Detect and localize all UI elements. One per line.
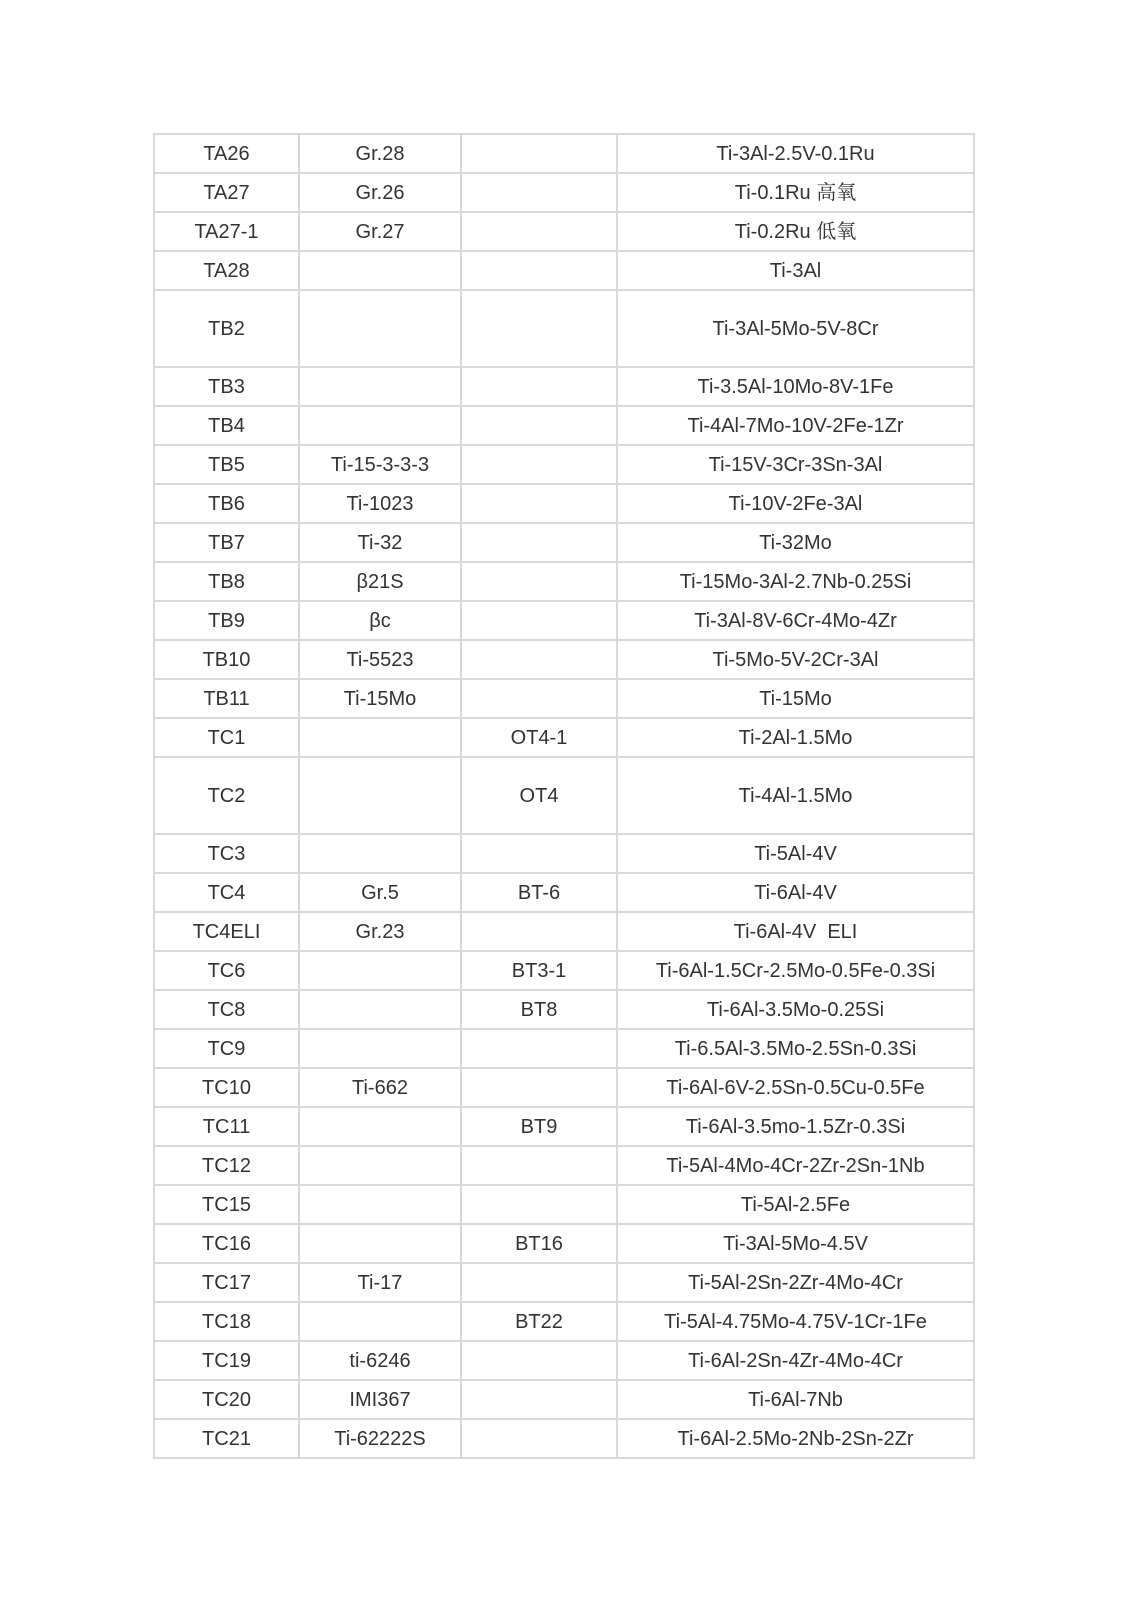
composition-cell: Ti-5Al-2Sn-2Zr-4Mo-4Cr xyxy=(617,1263,974,1302)
trade-designation-cell: Ti-15-3-3-3 xyxy=(299,445,461,484)
ru-designation-cell xyxy=(461,445,617,484)
table-row xyxy=(154,1419,974,1458)
cn-grade-cell: TA28 xyxy=(154,251,299,290)
cn-grade-cell: TB3 xyxy=(154,367,299,406)
trade-designation-cell xyxy=(299,757,461,834)
table-row xyxy=(154,212,974,251)
trade-designation-cell: Gr.23 xyxy=(299,912,461,951)
cn-grade-cell: TC4 xyxy=(154,873,299,912)
ru-designation-cell xyxy=(461,562,617,601)
table-row xyxy=(154,523,974,562)
ru-designation-cell xyxy=(461,1341,617,1380)
ru-designation-cell: BT3-1 xyxy=(461,951,617,990)
composition-cell: Ti-10V-2Fe-3Al xyxy=(617,484,974,523)
ru-designation-cell xyxy=(461,1380,617,1419)
composition-cell: Ti-3Al xyxy=(617,251,974,290)
composition-cell: Ti-5Al-4V xyxy=(617,834,974,873)
composition-cell: Ti-6Al-3.5mo-1.5Zr-0.3Si xyxy=(617,1107,974,1146)
ru-designation-cell xyxy=(461,251,617,290)
trade-designation-cell xyxy=(299,1224,461,1263)
trade-designation-cell xyxy=(299,951,461,990)
composition-cell: Ti-3Al-5Mo-4.5V xyxy=(617,1224,974,1263)
cn-grade-cell: TC18 xyxy=(154,1302,299,1341)
ru-designation-cell xyxy=(461,484,617,523)
table-row xyxy=(154,1380,974,1419)
trade-designation-cell xyxy=(299,290,461,367)
table-row xyxy=(154,1263,974,1302)
cn-grade-cell: TC10 xyxy=(154,1068,299,1107)
trade-designation-cell xyxy=(299,406,461,445)
composition-cell: Ti-0.1Ru 高氧 xyxy=(617,173,974,212)
trade-designation-cell: Gr.5 xyxy=(299,873,461,912)
table-row xyxy=(154,562,974,601)
cn-grade-cell: TB10 xyxy=(154,640,299,679)
cn-grade-cell: TC12 xyxy=(154,1146,299,1185)
composition-cell: Ti-5Al-2.5Fe xyxy=(617,1185,974,1224)
table-row xyxy=(154,251,974,290)
composition-cell: Ti-6Al-3.5Mo-0.25Si xyxy=(617,990,974,1029)
composition-cell: Ti-6Al-4V ELI xyxy=(617,912,974,951)
composition-cell: Ti-3.5Al-10Mo-8V-1Fe xyxy=(617,367,974,406)
alloy-table-body xyxy=(154,134,974,1458)
table-row xyxy=(154,1068,974,1107)
ru-designation-cell xyxy=(461,640,617,679)
composition-cell: Ti-15Mo xyxy=(617,679,974,718)
cn-grade-cell: TB9 xyxy=(154,601,299,640)
table-row xyxy=(154,990,974,1029)
composition-cell: Ti-4Al-7Mo-10V-2Fe-1Zr xyxy=(617,406,974,445)
ru-designation-cell xyxy=(461,912,617,951)
table-row xyxy=(154,1185,974,1224)
trade-designation-cell xyxy=(299,251,461,290)
composition-cell: Ti-6.5Al-3.5Mo-2.5Sn-0.3Si xyxy=(617,1029,974,1068)
table-row xyxy=(154,1341,974,1380)
composition-cell: Ti-15V-3Cr-3Sn-3Al xyxy=(617,445,974,484)
trade-designation-cell: IMI367 xyxy=(299,1380,461,1419)
table-row xyxy=(154,873,974,912)
table-row xyxy=(154,445,974,484)
table-row xyxy=(154,1029,974,1068)
cn-grade-cell: TC6 xyxy=(154,951,299,990)
cn-grade-cell: TB2 xyxy=(154,290,299,367)
composition-cell: Ti-32Mo xyxy=(617,523,974,562)
ru-designation-cell: BT8 xyxy=(461,990,617,1029)
alloy-grade-table xyxy=(153,133,975,1459)
ru-designation-cell: BT-6 xyxy=(461,873,617,912)
table-row xyxy=(154,1302,974,1341)
cn-grade-cell: TC2 xyxy=(154,757,299,834)
cn-grade-cell: TC1 xyxy=(154,718,299,757)
cn-grade-cell: TC15 xyxy=(154,1185,299,1224)
cn-grade-cell: TA26 xyxy=(154,134,299,173)
cn-grade-cell: TB6 xyxy=(154,484,299,523)
composition-cell: Ti-6Al-4V xyxy=(617,873,974,912)
cn-grade-cell: TB7 xyxy=(154,523,299,562)
composition-cell: Ti-6Al-2.5Mo-2Nb-2Sn-2Zr xyxy=(617,1419,974,1458)
ru-designation-cell xyxy=(461,1029,617,1068)
cn-grade-cell: TB8 xyxy=(154,562,299,601)
table-row xyxy=(154,290,974,367)
cn-grade-cell: TC3 xyxy=(154,834,299,873)
table-row xyxy=(154,484,974,523)
composition-cell: Ti-6Al-2Sn-4Zr-4Mo-4Cr xyxy=(617,1341,974,1380)
trade-designation-cell: Ti-15Mo xyxy=(299,679,461,718)
cn-grade-cell: TC8 xyxy=(154,990,299,1029)
trade-designation-cell: Gr.26 xyxy=(299,173,461,212)
composition-cell: Ti-6Al-1.5Cr-2.5Mo-0.5Fe-0.3Si xyxy=(617,951,974,990)
trade-designation-cell xyxy=(299,1107,461,1146)
cn-grade-cell: TB5 xyxy=(154,445,299,484)
table-row xyxy=(154,640,974,679)
trade-designation-cell: ti-6246 xyxy=(299,1341,461,1380)
trade-designation-cell xyxy=(299,718,461,757)
composition-cell: Ti-4Al-1.5Mo xyxy=(617,757,974,834)
composition-cell: Ti-6Al-7Nb xyxy=(617,1380,974,1419)
trade-designation-cell: β21S xyxy=(299,562,461,601)
ru-designation-cell xyxy=(461,1146,617,1185)
table-row xyxy=(154,718,974,757)
table-row xyxy=(154,173,974,212)
trade-designation-cell: Gr.27 xyxy=(299,212,461,251)
composition-cell: Ti-0.2Ru 低氧 xyxy=(617,212,974,251)
trade-designation-cell xyxy=(299,1029,461,1068)
table-row xyxy=(154,134,974,173)
table-row xyxy=(154,912,974,951)
table-row xyxy=(154,367,974,406)
composition-cell: Ti-3Al-8V-6Cr-4Mo-4Zr xyxy=(617,601,974,640)
trade-designation-cell xyxy=(299,367,461,406)
table-row xyxy=(154,1224,974,1263)
cn-grade-cell: TC4ELI xyxy=(154,912,299,951)
trade-designation-cell: Ti-1023 xyxy=(299,484,461,523)
trade-designation-cell: Ti-62222S xyxy=(299,1419,461,1458)
ru-designation-cell: OT4 xyxy=(461,757,617,834)
cn-grade-cell: TC21 xyxy=(154,1419,299,1458)
ru-designation-cell: OT4-1 xyxy=(461,718,617,757)
cn-grade-cell: TC9 xyxy=(154,1029,299,1068)
table-row xyxy=(154,601,974,640)
ru-designation-cell xyxy=(461,834,617,873)
cn-grade-cell: TC20 xyxy=(154,1380,299,1419)
trade-designation-cell xyxy=(299,990,461,1029)
trade-designation-cell xyxy=(299,834,461,873)
ru-designation-cell xyxy=(461,601,617,640)
ru-designation-cell xyxy=(461,523,617,562)
table-row xyxy=(154,406,974,445)
cn-grade-cell: TA27-1 xyxy=(154,212,299,251)
composition-cell: Ti-15Mo-3Al-2.7Nb-0.25Si xyxy=(617,562,974,601)
composition-cell: Ti-5Al-4.75Mo-4.75V-1Cr-1Fe xyxy=(617,1302,974,1341)
composition-cell: Ti-5Mo-5V-2Cr-3Al xyxy=(617,640,974,679)
cn-grade-cell: TC16 xyxy=(154,1224,299,1263)
ru-designation-cell xyxy=(461,1419,617,1458)
trade-designation-cell: Ti-662 xyxy=(299,1068,461,1107)
composition-cell: Ti-2Al-1.5Mo xyxy=(617,718,974,757)
composition-cell: Ti-6Al-6V-2.5Sn-0.5Cu-0.5Fe xyxy=(617,1068,974,1107)
ru-designation-cell: BT9 xyxy=(461,1107,617,1146)
ru-designation-cell xyxy=(461,134,617,173)
cn-grade-cell: TB11 xyxy=(154,679,299,718)
trade-designation-cell: βc xyxy=(299,601,461,640)
trade-designation-cell: Gr.28 xyxy=(299,134,461,173)
ru-designation-cell xyxy=(461,212,617,251)
cn-grade-cell: TC19 xyxy=(154,1341,299,1380)
trade-designation-cell xyxy=(299,1185,461,1224)
ru-designation-cell xyxy=(461,1068,617,1107)
cn-grade-cell: TC11 xyxy=(154,1107,299,1146)
table-row xyxy=(154,1146,974,1185)
cn-grade-cell: TB4 xyxy=(154,406,299,445)
trade-designation-cell xyxy=(299,1302,461,1341)
table-row xyxy=(154,1107,974,1146)
composition-cell: Ti-3Al-5Mo-5V-8Cr xyxy=(617,290,974,367)
ru-designation-cell: BT16 xyxy=(461,1224,617,1263)
ru-designation-cell: BT22 xyxy=(461,1302,617,1341)
trade-designation-cell xyxy=(299,1146,461,1185)
table-row xyxy=(154,834,974,873)
ru-designation-cell xyxy=(461,679,617,718)
table-row xyxy=(154,757,974,834)
ru-designation-cell xyxy=(461,367,617,406)
trade-designation-cell: Ti-17 xyxy=(299,1263,461,1302)
composition-cell: Ti-5Al-4Mo-4Cr-2Zr-2Sn-1Nb xyxy=(617,1146,974,1185)
trade-designation-cell: Ti-32 xyxy=(299,523,461,562)
cn-grade-cell: TC17 xyxy=(154,1263,299,1302)
ru-designation-cell xyxy=(461,1185,617,1224)
trade-designation-cell: Ti-5523 xyxy=(299,640,461,679)
ru-designation-cell xyxy=(461,173,617,212)
cn-grade-cell: TA27 xyxy=(154,173,299,212)
table-row xyxy=(154,951,974,990)
ru-designation-cell xyxy=(461,290,617,367)
composition-cell: Ti-3Al-2.5V-0.1Ru xyxy=(617,134,974,173)
table-row xyxy=(154,679,974,718)
ru-designation-cell xyxy=(461,1263,617,1302)
ru-designation-cell xyxy=(461,406,617,445)
